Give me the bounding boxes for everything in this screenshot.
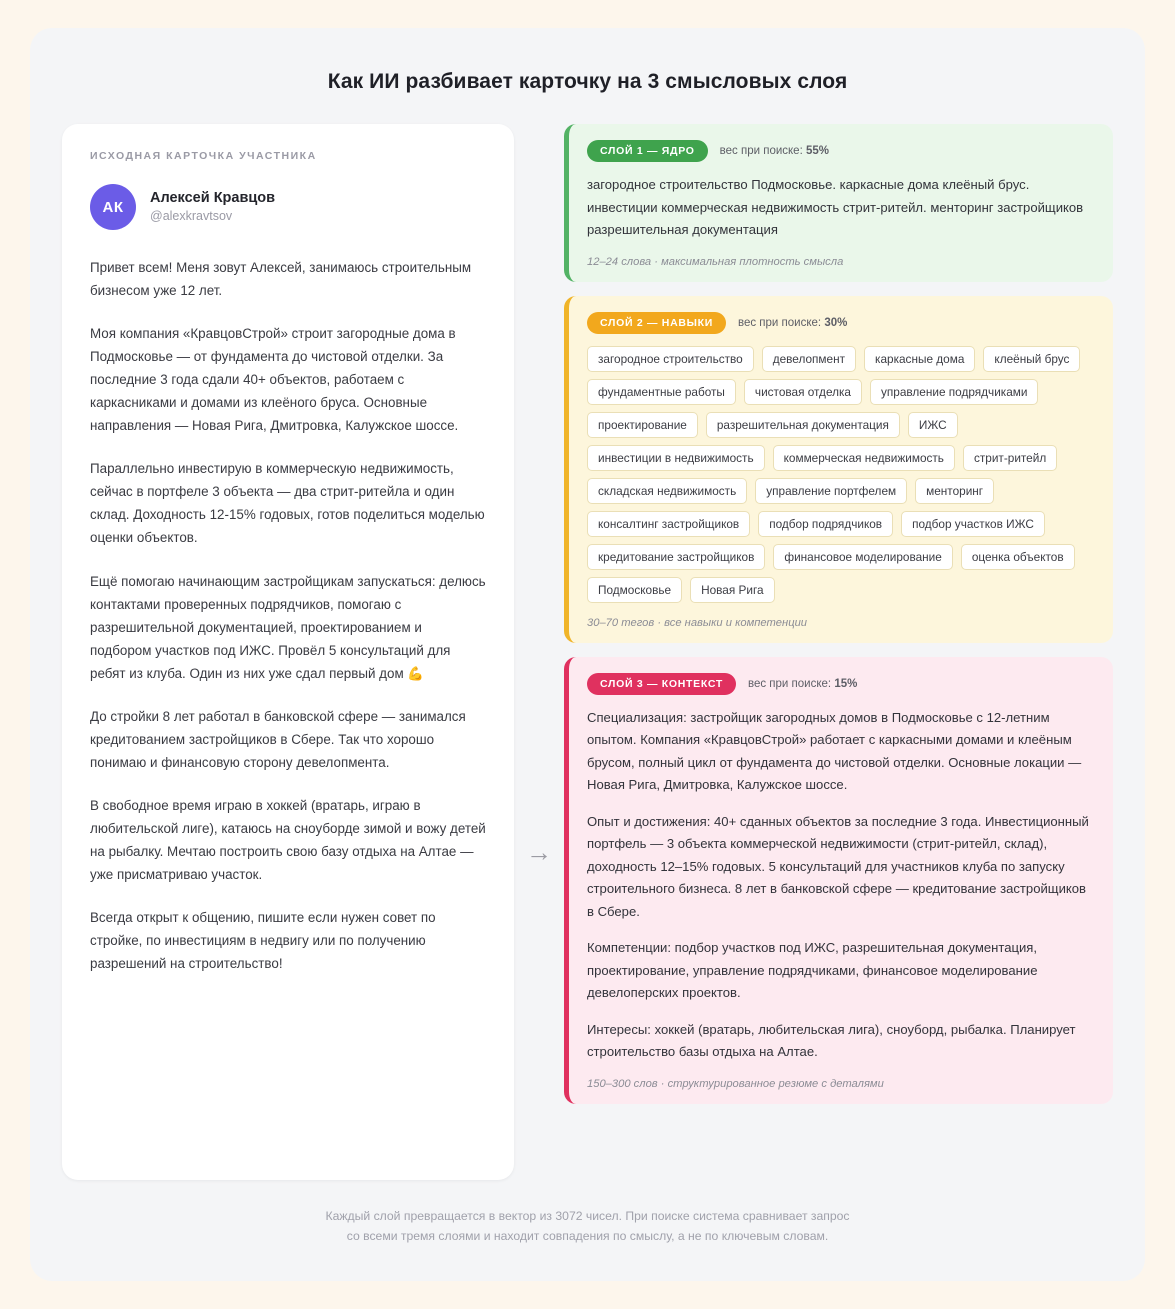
layer-skills-weight-value: 30% [824,316,848,329]
layer-context [564,657,1113,1104]
layer-context-paragraph: Интересы: хоккей (вратарь, любительская лига), сноуборд, рыбалка. Планирует строительство базы отдыха на Алтае. [587,1021,1076,1060]
skill-tag: менторинг [915,478,994,504]
skill-tag: складская недвижимость [587,478,747,504]
skill-tag: инвестиции в недвижимость [587,445,765,471]
skill-tag: девелопмент [762,346,856,372]
avatar: АК [90,184,136,230]
layer-core-badge: СЛОЙ 1 — ЯДРО [587,140,708,162]
skill-tag: финансовое моделирование [773,544,952,570]
skill-tag: клеёный брус [983,346,1080,372]
layer-context-paragraph: Специализация: застройщик загородных домов в Подмосковье с 12-летним опытом. Компания «КравцовСтрой» работает с каркасными домами и клеёным брусом, полный цикл от фундамента до чистовой отделки. Основные локации — Новая Рига, Дмитровка, Калужское шоссе. [587,709,1082,793]
source-card [62,124,514,1180]
source-card-kicker: ИСХОДНАЯ КАРТОЧКА УЧАСТНИКА [90,150,317,162]
layer-core-header [587,140,1095,162]
layer-core-weight-label: вес при поиске: [719,145,803,157]
skill-tag: управление портфелем [755,478,907,504]
layer-context-note: 150–300 слов · структурированное резюме с деталями [587,1077,884,1090]
skill-tag-list [587,346,1095,603]
profile-identity [150,189,275,225]
layer-context-badge: СЛОЙ 3 — КОНТЕКСТ [587,673,736,695]
skill-tag: стрит-ритейл [963,445,1057,471]
main-panel [30,28,1145,1281]
layer-skills [564,296,1113,643]
skill-tag: фундаментные работы [587,379,736,405]
footer-note [62,1206,1113,1246]
columns-layout [62,124,1113,1180]
skill-tag: подбор участков ИЖС [901,511,1045,537]
skill-tag: оценка объектов [961,544,1075,570]
layers-column [564,124,1113,1104]
layer-context-weight-value: 15% [834,677,858,690]
footer-line-1: Каждый слой превращается в вектор из 3072 чисел. При поиске система сравнивает запрос [325,1209,850,1223]
source-paragraph: Параллельно инвестирую в коммерческую недвижимость, сейчас в портфеле 3 объекта — два стрит-ритейла и один склад. Доходность 12-15% годовых, готов поделиться моделью оценки объектов. [90,461,485,546]
skill-tag: Подмосковье [587,577,682,603]
skill-tag: управление подрядчиками [870,379,1038,405]
layer-skills-weight [738,317,847,329]
layer-skills-weight-label: вес при поиске: [737,316,822,329]
source-card-body [90,256,486,975]
source-paragraph: В свободное время играю в хоккей (вратарь, играю в любительской лиге), катаюсь на сноуборде зимой и вожу детей на рыбалку. Мечтаю построить свою базу отдыха на Алтае — уже присматриваю участок. [90,797,486,883]
profile-handle: @alexkravtsov [150,209,233,224]
layer-context-paragraph: Опыт и достижения: 40+ сданных объектов за последние 3 года. Инвестиционный портфель — 3 объекта коммерческой недвижимости (стрит-ритейл, склад), доходность 12–15% годовых. 5 консультаций для участников клуба по запуску строительного бизнеса. 8 лет в банковской сфере — кредитование застройщиков в Сбере. [587,813,1089,919]
skill-tag: консалтинг застройщиков [587,511,750,537]
layer-context-weight [748,678,857,690]
skill-tag: кредитование застройщиков [587,544,765,570]
layer-core [564,124,1113,282]
arrow-column [514,124,564,1180]
skill-tag: разрешительная документация [706,412,900,438]
skill-tag: коммерческая недвижимость [773,445,955,471]
source-paragraph: Моя компания «КравцовСтрой» строит загородные дома в Подмосковье — от фундамента до чистовой отделки. За последние 3 года сдали 40+ объектов, работаем с каркасниками и домами из клеёного бруса. Основные направления — Новая Рига, Дмитровка, Калужское шоссе. [90,326,459,434]
layer-core-note: 12–24 слова · максимальная плотность смысла [587,255,844,268]
layer-core-weight [720,145,829,157]
footer-line-2: со всеми тремя слоями и находит совпадения по смыслу, а не по ключевым словам. [346,1229,829,1244]
skill-tag: ИЖС [908,412,958,438]
profile-name: Алексей Кравцов [150,189,276,206]
skill-tag: Новая Рига [690,577,775,603]
layer-skills-note: 30–70 тегов · все навыки и компетенции [587,616,808,629]
layer-core-text: загородное строительство Подмосковье. каркасные дома клеёный брус. инвестиции коммерческая недвижимость стрит-ритейл. менторинг застройщиков разрешительная документация [587,177,1084,238]
arrow-right-icon: → [526,837,552,867]
layer-context-header [587,673,1095,695]
source-paragraph: До стройки 8 лет работал в банковской сфере — занимался кредитованием застройщиков в Сбере. Так что хорошо понимаю и финансовую сторону девелопмента. [90,708,466,770]
layer-context-paragraph: Компетенции: подбор участков под ИЖС, разрешительная документация, проектирование, управление подрядчиками, финансовое моделирование девелоперских проектов. [587,940,1038,1001]
source-paragraph: Ещё помогаю начинающим застройщикам запускаться: делюсь контактами проверенных подрядчиков, помогаю с разрешительной документацией, проектированием и подбором участков под ИЖС. Провёл 5 консультаций для ребят из клуба. Один из них уже сдал первый дом 💪 [90,573,486,681]
skill-tag: загородное строительство [587,346,754,372]
layer-skills-badge: СЛОЙ 2 — НАВЫКИ [587,312,726,334]
layer-context-weight-label: вес при поиске: [747,677,832,690]
layer-core-weight-value: 55% [805,145,830,157]
source-paragraph: Всегда открыт к общению, пишите если нужен совет по стройке, по инвестициям в недвигу или по получению разрешений на строительство! [90,910,436,972]
source-card-column [62,124,514,1180]
source-paragraph: Привет всем! Меня зовут Алексей, занимаюсь строительным бизнесом уже 12 лет. [90,260,472,299]
profile-header [90,184,486,230]
skill-tag: каркасные дома [864,346,975,372]
skill-tag: проектирование [587,412,698,438]
skill-tag: чистовая отделка [744,379,862,405]
skill-tag: подбор подрядчиков [758,511,893,537]
page-title: Как ИИ разбивает карточку на 3 смысловых слоя [327,70,848,93]
layer-skills-header [587,312,1095,334]
